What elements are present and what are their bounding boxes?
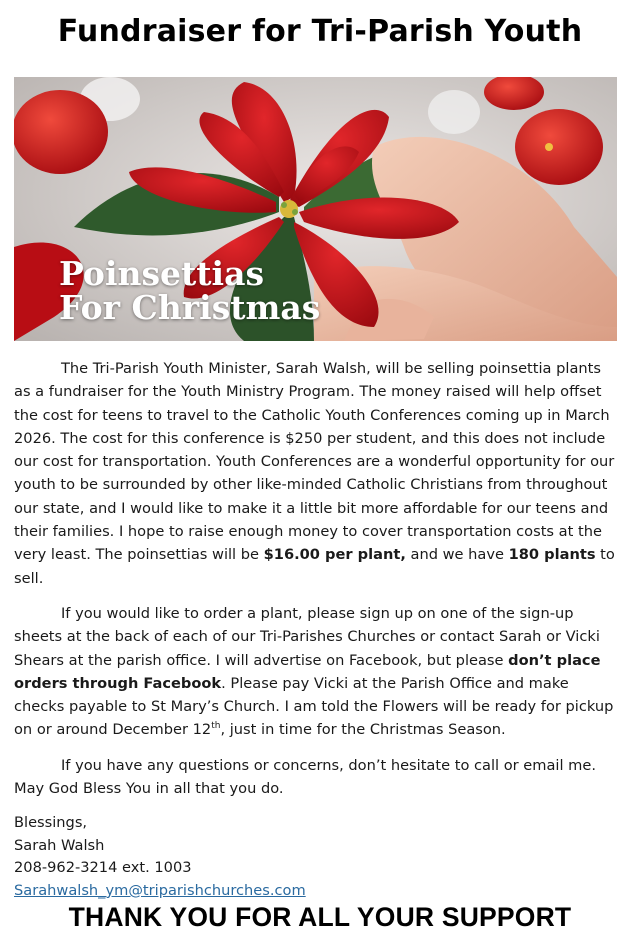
- hero-image: [14, 77, 617, 341]
- para1-text-2: and we have: [405, 546, 509, 564]
- letter-body: [14, 357, 618, 902]
- para1-text-3: to sell.: [14, 546, 615, 587]
- price-text: $16.00 per plant,: [263, 546, 406, 564]
- para2-text-3: , just in time for the Christmas Season.: [220, 721, 506, 739]
- thank-you-footer: THANK YOU FOR ALL YOUR SUPPORT: [68, 902, 572, 932]
- hero-line-1: Poinsettias: [59, 254, 265, 293]
- closing: Blessings,: [14, 814, 88, 832]
- para2-text-2: . Please pay Vicki at the Parish Office and make checks payable to St Mary’s Church. I am told the Flowers will be ready for pickup on or around December 12: [14, 674, 614, 739]
- paragraph-contact: If you have any questions or concerns, don’t hesitate to call or email me. May God Bless You in all that you do.: [14, 756, 597, 798]
- no-facebook-orders: don’t place orders through Facebook: [14, 651, 601, 692]
- hero-headline: [59, 254, 321, 327]
- phone-number: 208-962-3214 ext. 1003: [14, 859, 192, 877]
- signer-name: Sarah Walsh: [14, 836, 105, 854]
- para2-text: If you would like to order a plant, please sign up on one of the sign-up sheets at the back of each of our Tri-Parishes Churches or contact Sarah or Vicki Shears at the parish office. I will advertise on Facebook, but please: [14, 604, 600, 669]
- paragraph-ordering: [14, 602, 618, 742]
- page-title: Fundraiser for Tri-Parish Youth: [57, 14, 583, 49]
- paragraph-fundraiser: [14, 357, 618, 590]
- email-link[interactable]: Sarahwalsh_ym@triparishchurches.com: [14, 881, 306, 899]
- hero-line-2: For Christmas: [59, 288, 321, 327]
- ordinal-suffix: th: [211, 721, 221, 732]
- plant-count: 180 plants: [508, 546, 596, 564]
- para1-text: The Tri-Parish Youth Minister, Sarah Walsh, will be selling poinsettia plants as a fundraiser for the Youth Ministry Program. The money raised will help offset the cost for teens to travel to the Catholic Youth Conferences coming up in March 2026. The cost for this conference is $250 per student, and this does not include our cost for transportation. Youth Conferences are a wonderful opportunity for our youth to be surrounded by other like-minded Catholic Christians from throughout our state, and I would like to make it a little bit more affordable for our teens and their families. I hope to raise enough money to cover transportation costs at the very least. The poinsettias will be: [14, 360, 615, 564]
- signature-block: [14, 812, 618, 902]
